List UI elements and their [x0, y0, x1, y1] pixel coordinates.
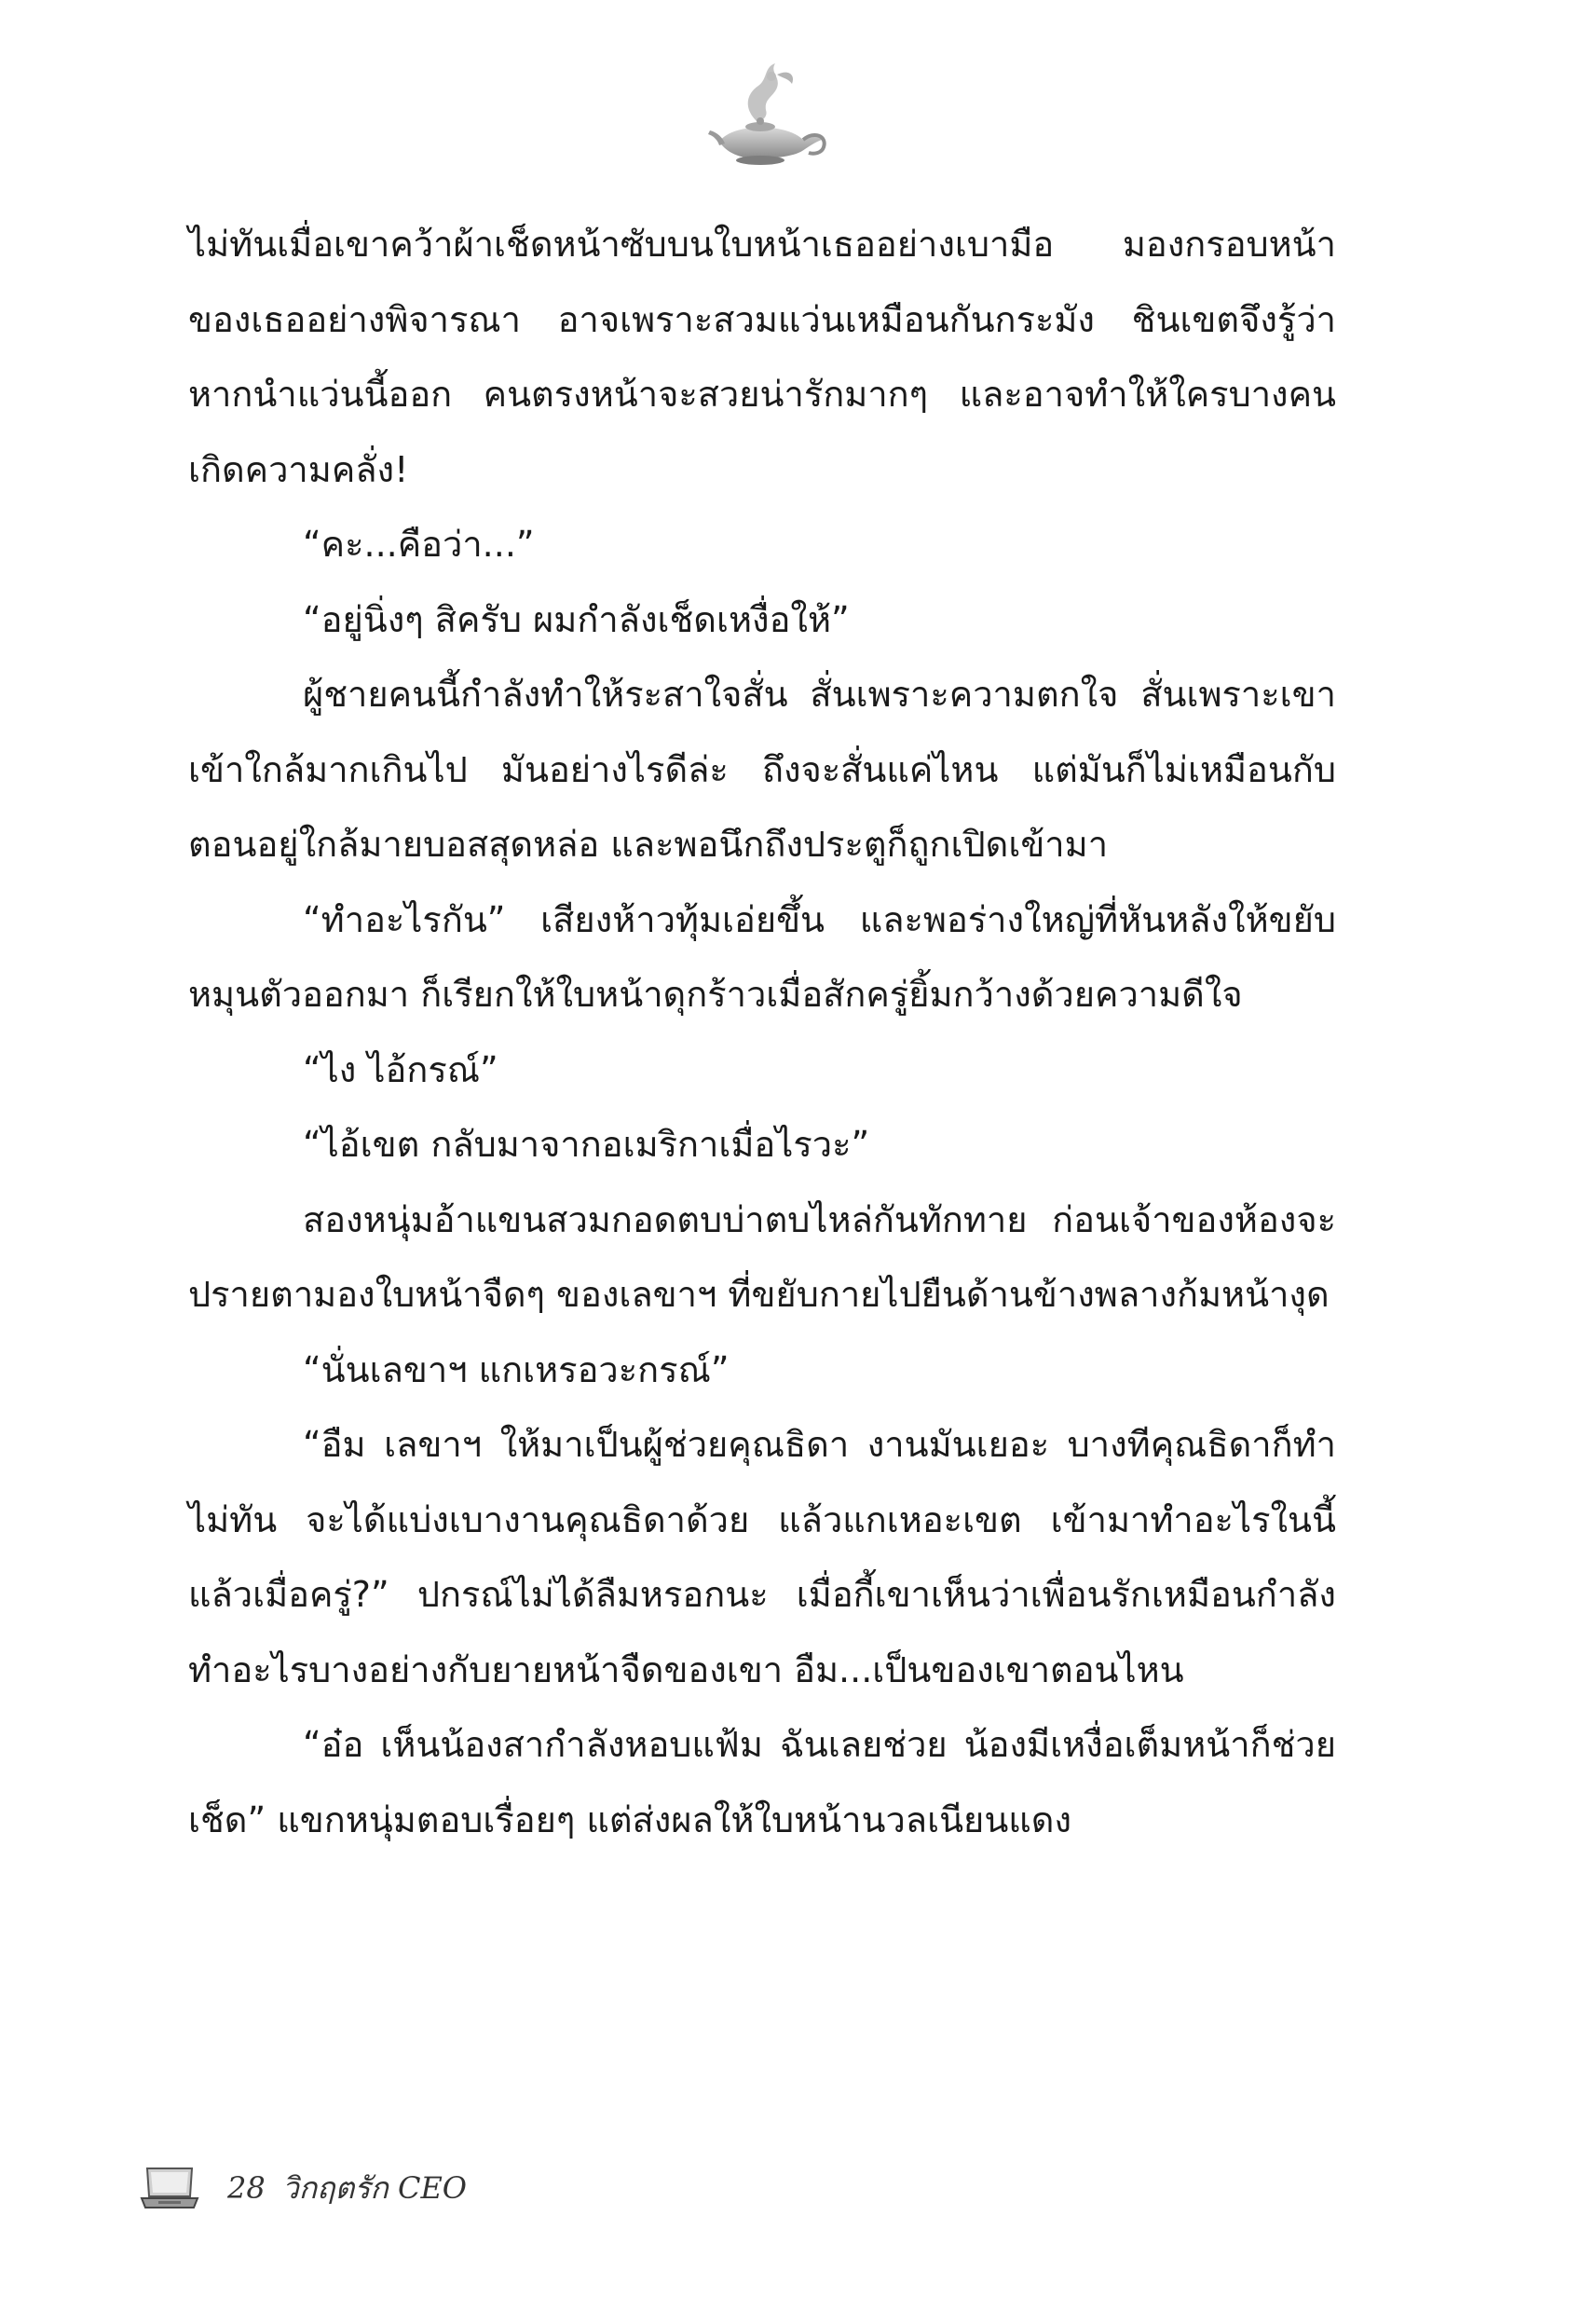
paragraph: ไม่ทันเมื่อเขาคว้าผ้าเช็ดหน้าซับบนใบหน้าเธออย่างเบามือ มองกรอบหน้าของเธออย่างพิจารณา อาจเพราะสวมแว่นเหมือนกันกระมัง ชินเขตจึงรู้ว่าหากนำแว่นนี้ออก คนตรงหน้าจะสวยน่ารักมากๆ และอาจทำให้ใครบางคนเกิดความคลั่ง! [188, 224, 1336, 490]
paragraph: สองหนุ่มอ้าแขนสวมกอดตบบ่าตบไหล่กันทักทาย ก่อนเจ้าของห้องจะปรายตามองใบหน้าจืดๆ ของเลขาฯ ที่ขยับกายไปยืนด้านข้างพลางก้มหน้างุด [188, 1198, 1336, 1315]
book-title: วิกฤตรัก CEO [281, 2169, 468, 2206]
paragraph: “ไอ้เขต กลับมาจากอเมริกาเมื่อไรวะ” [303, 1124, 870, 1165]
paragraph: “คะ...คือว่า...” [303, 524, 535, 565]
page-number: 28 [227, 2170, 266, 2206]
paragraph: “ไง ไอ้กรณ์” [303, 1048, 498, 1090]
paragraph: “อยู่นิ่งๆ สิครับ ผมกำลังเช็ดเหงื่อให้” [303, 598, 850, 640]
laptop-icon [140, 2167, 199, 2209]
paragraph: “อืม เลขาฯ ให้มาเป็นผู้ช่วยคุณธิดา งานมันเยอะ บางทีคุณธิดาก็ทำไม่ทัน จะได้แบ่งเบางานคุณธิดาด้วย แล้วแกเหอะเขต เข้ามาทำอะไรในนี้ แล้วเมื่อครู่?” ปกรณ์ไม่ได้ลืมหรอกนะ เมื่อกี้เขาเห็นว่าเพื่อนรักเหมือนกำลังทำอะไรบางอย่างกับยายหน้าจืดของเขา อืม...เป็นของเขาตอนไหน [188, 1424, 1336, 1690]
paragraph: “ทำอะไรกัน” เสียงห้าวทุ้มเอ่ยขึ้น และพอร่างใหญ่ที่หันหลังให้ขยับหมุนตัวออกมา ก็เรียกให้ใบหน้าดุกร้าวเมื่อสักครู่ยิ้มกว้างด้วยความดีใจ [188, 898, 1336, 1015]
body-text [188, 207, 1336, 1857]
paragraph: ผู้ชายคนนี้กำลังทำให้ระสาใจสั่น สั่นเพราะความตกใจ สั่นเพราะเขาเข้าใกล้มากเกินไป มันอย่างไรดีล่ะ ถึงจะสั่นแค่ไหน แต่มันก็ไม่เหมือนกับตอนอยู่ใกล้มายบอสสุดหล่อ และพอนึกถึงประตูก็ถูกเปิดเข้ามา [188, 674, 1336, 865]
page-footer [140, 2160, 467, 2216]
paragraph: “นั่นเลขาฯ แกเหรอวะกรณ์” [303, 1348, 730, 1390]
paragraph: “อ๋อ เห็นน้องสากำลังหอบแฟ้ม ฉันเลยช่วย น้องมีเหงื่อเต็มหน้าก็ช่วยเช็ด” แขกหนุ่มตอบเรื่อยๆ แต่ส่งผลให้ใบหน้านวลเนียนแดง [188, 1724, 1336, 1840]
genie-lamp-icon [691, 56, 831, 168]
